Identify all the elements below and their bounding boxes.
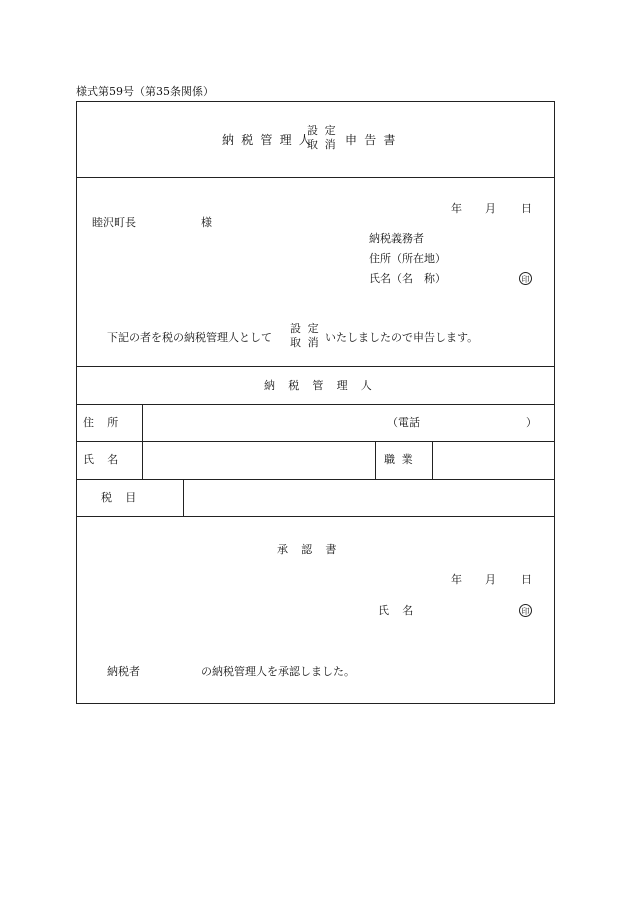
divider [77,177,554,178]
approval-date-day: 日 [521,573,532,586]
tax-manager-form [76,101,555,704]
form-title-options [307,124,342,152]
manager-name-label: 氏名 [83,453,132,466]
approval-taxpayer-label: 納税者 [107,665,140,678]
divider [77,516,554,517]
manager-address-label: 住所 [83,416,132,429]
taxpayer-label: 納税義務者 [369,232,424,245]
statement-option-set: 設定 [290,322,326,335]
date-year-label: 年 [451,202,462,215]
title-option-cancel: 取消 [307,137,343,151]
divider [77,441,554,442]
taxpayer-name-label: 氏名（名 称） [369,272,446,285]
addressee-honorific: 様 [201,216,212,229]
form-title-suffix: 申告書 [345,133,403,147]
date-day-label: 日 [521,202,532,215]
divider [183,479,184,516]
approval-seal-icon: 印 [519,604,532,617]
tax-item-label: 税目 [101,491,150,504]
manager-occupation-label: 職業 [384,453,420,466]
divider [77,366,554,367]
divider [77,479,554,480]
statement-suffix: いたしましたので申告します。 [325,331,479,344]
taxpayer-address-label: 住所（所在地） [369,252,446,265]
manager-phone-label: （電話 [387,416,420,429]
divider [77,404,554,405]
approval-date-year: 年 [451,573,462,586]
date-month-label: 月 [485,202,496,215]
approval-heading: 承認書 [277,543,350,556]
seal-icon: 印 [519,272,532,285]
divider [432,441,433,479]
statement-options [290,322,325,350]
divider [375,441,376,479]
form-number: 様式第59号（第35条関係） [76,85,214,98]
approval-date-month: 月 [485,573,496,586]
form-title-prefix: 納税管理人 [222,133,319,147]
statement-prefix: 下記の者を税の納税管理人として [107,331,272,344]
approval-statement: の納税管理人を承認しました。 [201,665,355,678]
addressee: 睦沢町長 [92,216,136,229]
approval-name-label: 氏名 [378,604,427,617]
title-option-set: 設定 [307,124,343,137]
manager-phone-close: ） [526,416,537,429]
statement-option-cancel: 取消 [290,335,326,349]
manager-heading: 納税管理人 [264,379,385,392]
